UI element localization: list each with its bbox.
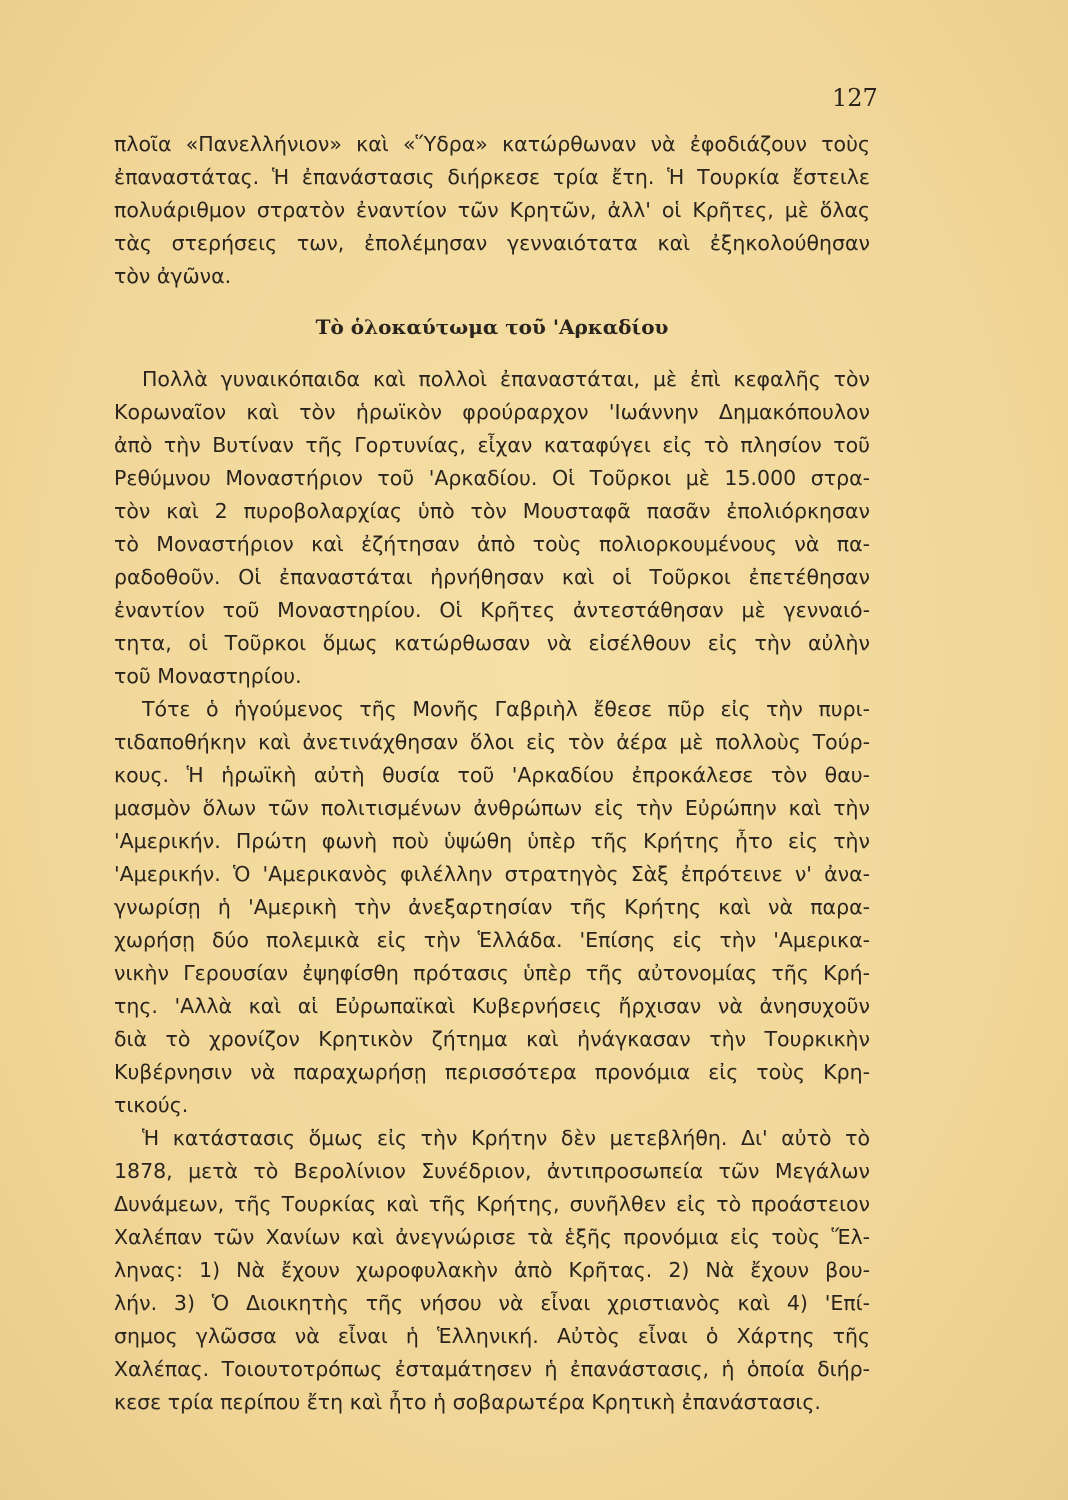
text-line: τιδαποθήκην καὶ ἀνετινάχθησαν ὅλοι εἰς τὸν ἀέρα μὲ πολλοὺς Τούρ-	[114, 730, 870, 754]
text-line: Κυβέρνησιν νὰ παραχωρήσῃ περισσότερα προνόμια εἰς τοὺς Κρη-	[114, 1060, 870, 1084]
text-line: τὸν ἀγῶνα.	[114, 264, 232, 288]
text-line: τὰς στερήσεις των, ἐπολέμησαν γενναιότατα καὶ ἐξηκολούθησαν	[114, 231, 870, 255]
paragraph	[114, 128, 870, 293]
text-line: Ρεθύμνου Μοναστήριον τοῦ 'Αρκαδίου. Οἱ Τοῦρκοι μὲ 15.000 στρα-	[114, 466, 870, 490]
text-line: πλοῖα «Πανελλήνιον» καὶ «Ὕδρα» κατώρθωναν νὰ ἐφοδιάζουν τοὺς	[114, 132, 870, 156]
text-line: Χαλέπας. Τοιουτοτρόπως ἐσταμάτησεν ἡ ἐπανάστασις, ἡ ὁποία διήρ-	[114, 1357, 870, 1381]
text-line: ἐναντίον τοῦ Μοναστηρίου. Οἱ Κρῆτες ἀντεστάθησαν μὲ γενναιό-	[114, 598, 870, 622]
text-line: κους. Ἡ ἡρωϊκὴ αὐτὴ θυσία τοῦ 'Αρκαδίου ἐπροκάλεσε τὸν θαυ-	[114, 763, 870, 787]
text-line: πολυάριθμον στρατὸν ἐναντίον τῶν Κρητῶν, ἀλλ' οἱ Κρῆτες, μὲ ὅλας	[114, 198, 870, 222]
text-line: μασμὸν ὅλων τῶν πολιτισμένων ἀνθρώπων εἰς τὴν Εὐρώπην καὶ τὴν	[114, 796, 870, 820]
text-line: λήν. 3) Ὁ Διοικητὴς τῆς νήσου νὰ εἶναι χριστιανὸς καὶ 4) 'Επί-	[114, 1291, 870, 1315]
text-line: κεσε τρία περίπου ἔτη καὶ ἦτο ἡ σοβαρωτέρα Κρητικὴ ἐπανάστασις.	[114, 1390, 821, 1414]
page-number: 127	[832, 84, 878, 112]
page-body	[114, 128, 870, 1419]
text-line: Κορωναῖον καὶ τὸν ἡρωϊκὸν φρούραρχον 'Ιωάννην Δημακόπουλον	[114, 400, 870, 424]
text-line: Χαλέπαν τῶν Χανίων καὶ ἀνεγνώρισε τὰ ἑξῆς προνόμια εἰς τοὺς Ἕλ-	[114, 1225, 870, 1249]
text-line: τὸ Μοναστήριον καὶ ἐζήτησαν ἀπὸ τοὺς πολιορκουμένους νὰ πα-	[114, 532, 870, 556]
text-line: τητα, οἱ Τοῦρκοι ὅμως κατώρθωσαν νὰ εἰσέλθουν εἰς τὴν αὐλὴν	[114, 631, 870, 655]
paragraph	[114, 693, 870, 1122]
text-line: 1878, μετὰ τὸ Βερολίνιον Συνέδριον, ἀντιπροσωπεία τῶν Μεγάλων	[114, 1159, 870, 1183]
text-line: ραδοθοῦν. Οἱ ἐπαναστάται ἠρνήθησαν καὶ οἱ Τοῦρκοι ἐπετέθησαν	[114, 565, 870, 589]
text-line: ἀπὸ τὴν Βυτίναν τῆς Γορτυνίας, εἶχαν καταφύγει εἰς τὸ πλησίον τοῦ	[114, 433, 870, 457]
text-line: χωρήσῃ δύο πολεμικὰ εἰς τὴν Ἑλλάδα. 'Επίσης εἰς τὴν 'Αμερικα-	[114, 928, 870, 952]
text-line: ληνας: 1) Νὰ ἔχουν χωροφυλακὴν ἀπὸ Κρῆτας. 2) Νὰ ἔχουν βου-	[114, 1258, 870, 1282]
paragraph	[114, 363, 870, 693]
text-line: Τότε ὁ ἡγούμενος τῆς Μονῆς Γαβριὴλ ἔθεσε πῦρ εἰς τὴν πυρι-	[142, 697, 870, 721]
text-line: της. 'Αλλὰ καὶ αἱ Εὐρωπαϊκαὶ Κυβερνήσεις ἤρχισαν νὰ ἀνησυχοῦν	[114, 994, 870, 1018]
text-line: διὰ τὸ χρονίζον Κρητικὸν ζήτημα καὶ ἠνάγκασαν τὴν Τουρκικὴν	[114, 1027, 870, 1051]
text-line: Δυνάμεων, τῆς Τουρκίας καὶ τῆς Κρήτης, συνῆλθεν εἰς τὸ προάστειον	[114, 1192, 870, 1216]
text-line: σημος γλῶσσα νὰ εἶναι ἡ Ἑλληνική. Αὐτὸς εἶναι ὁ Χάρτης τῆς	[114, 1324, 870, 1348]
text-line: τικούς.	[114, 1093, 189, 1117]
text-line: νικὴν Γερουσίαν ἐψηφίσθη πρότασις ὑπὲρ τῆς αὐτονομίας τῆς Κρή-	[114, 961, 870, 985]
text-line: Ἡ κατάστασις ὅμως εἰς τὴν Κρήτην δὲν μετεβλήθη. Δι' αὐτὸ τὸ	[142, 1126, 870, 1150]
text-line: ἐπαναστάτας. Ἡ ἐπανάστασις διήρκεσε τρία ἔτη. Ἡ Τουρκία ἔστειλε	[114, 165, 870, 189]
section-heading: Τὸ ὁλοκαύτωμα τοῦ 'Αρκαδίου	[315, 315, 669, 339]
paragraph	[114, 1122, 870, 1419]
text-line: τοῦ Μοναστηρίου.	[114, 664, 302, 688]
text-line: τὸν καὶ 2 πυροβολαρχίας ὑπὸ τὸν Μουσταφᾶ πασᾶν ἐπολιόρκησαν	[114, 499, 870, 523]
text-line: 'Αμερικήν. Πρώτη φωνὴ ποὺ ὑψώθη ὑπὲρ τῆς Κρήτης ἦτο εἰς τὴν	[114, 829, 870, 853]
text-line: 'Αμερικήν. Ὁ 'Αμερικανὸς φιλέλλην στρατηγὸς Σὰξ ἐπρότεινε ν' ἀνα-	[114, 862, 870, 886]
text-line: Πολλὰ γυναικόπαιδα καὶ πολλοὶ ἐπαναστάται, μὲ ἐπὶ κεφαλῆς τὸν	[142, 367, 870, 391]
text-line: γνωρίσῃ ἡ 'Αμερικὴ τὴν ἀνεξαρτησίαν τῆς Κρήτης καὶ νὰ παρα-	[114, 895, 870, 919]
